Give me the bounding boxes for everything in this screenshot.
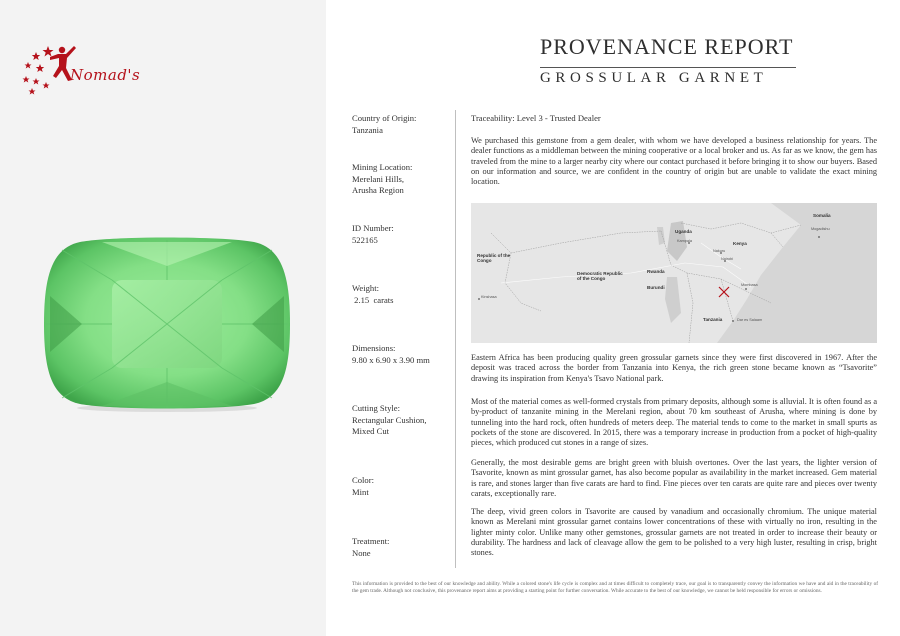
spec-id-number [352, 223, 452, 246]
map-label-somalia: Somalia [813, 213, 831, 218]
spec-dimensions [352, 343, 452, 366]
map-city-mogadishu: Mogadishu [811, 227, 830, 231]
map-label-dr-congo: Democratic Republic of the Congo [577, 271, 623, 281]
spec-value: Merelani Hills, [352, 173, 405, 184]
spec-treatment [352, 536, 452, 559]
map-graphic [471, 203, 877, 343]
report-title: PROVENANCE REPORT [540, 34, 794, 59]
map-city-nairobi: Nairobi [721, 257, 734, 261]
paragraph-history: Eastern Africa has been producing quality green grossular garnets since they were first discovered in 1967. After the deposit was traced across the border from Tanzania into Kenya, the rich green stone became known as “Tsavorite” drawing its inspiration from Kenya's Tsavo National park. [471, 353, 877, 383]
map-label-republic-of-the-congo: Republic of the Congo [477, 253, 511, 263]
map-label-burundi: Burundi [647, 285, 665, 290]
left-panel [0, 0, 326, 636]
map-label-kenya: Kenya [733, 241, 747, 246]
traceability-level: Traceability: Level 3 - Trusted Dealer [471, 113, 601, 123]
spec-value: 9.80 x 6.90 x 3.90 mm [352, 354, 430, 365]
spec-weight [352, 283, 452, 306]
spec-mining-location [352, 162, 452, 197]
map-city-nakuru: Nakuru [713, 249, 726, 253]
spec-cutting-style [352, 403, 452, 438]
spec-value: 522165 [352, 234, 378, 245]
spec-value-line2: Arusha Region [352, 185, 404, 195]
map-city-kampala: Kampala [677, 239, 692, 243]
spec-color [352, 475, 452, 498]
east-africa-map [471, 203, 877, 343]
disclaimer-footer: This information is provided to the best of our knowledge and ability. While a colored stone's life cycle is complex and at times difficult to completely trace, our goal is to transparently convey the information we have and aid in the traceability of the gem trade. Although not conclusive, this provenance report aims at providing a starting point for further conversation. While accurate to the best of our knowledge, we cannot be held responsible for errors or omissions. [352, 581, 878, 594]
column-divider [455, 110, 456, 568]
spec-label: Color: [352, 475, 374, 485]
paragraph-desirability: Generally, the most desirable gems are bright green with bluish overtones. Over the last years, the lighter version of Tsavorite, known as mint grossular garnet, has also become popular as availability in the market increased. Gem material is rare, and stones larger than five carats are hard to find. Fine pieces over ten carats are quite rare and pieces over twenty carats, exceptionally rare. [471, 458, 877, 498]
paragraph-color-cause: The deep, vivid green colors in Tsavorite are caused by vanadium and occasionally chromium. The unique material known as Merelani mint grossular garnet contains lower concentrations of these with virtually no iron, resulting in the lighter minty color. Unlike many other gemstones, grossular garnets are not treated in order to increase their beauty or durability. The hardness and lack of cleavage allow the gem to be polished to a very high luster, resulting in crisp, bright stones. [471, 507, 877, 558]
report-subtitle: GROSSULAR GARNET [540, 70, 768, 86]
spec-label: Dimensions: [352, 343, 396, 353]
spec-value: Mint [352, 486, 369, 497]
map-city-dar-es-salaam: Dar es Salaam [737, 318, 763, 322]
title-divider [540, 67, 796, 68]
spec-label: Treatment: [352, 536, 390, 546]
spec-label: Country of Origin: [352, 113, 417, 123]
paragraph-mining: Most of the material comes as well-formed crystals from primary deposits, although some is alluvial. It is often found as a by-product of tanzanite mining in the Merelani region, about 70 km southeast of Arusha, where mining is done by tunneling into the hard rock, often hundreds of meters deep. The material tends to come to the market in small spurts as pockets of the stone are discovered. In 2015, there was a temporary increase in production from a pocket of high-quality pieces, which produced cut stones in a range of sizes. [471, 397, 877, 448]
map-label-tanzania: Tanzania [703, 317, 723, 322]
paragraph-sourcing: We purchased this gemstone from a gem dealer, with whom we have developed a business relationship for years. The dealer functions as a middleman between the mining cooperative or a local broker and us. As far as we know, the gem has traveled from the mine to a larger nearby city where our contact purchased it before bringing it to show our buyers. Based on our information and source, we are confident in the country of origin but are unable to validate the exact mining location. [471, 136, 877, 187]
spec-label: Weight: [352, 283, 379, 293]
map-city-mombasa: Mombasa [741, 283, 758, 287]
spec-value: Rectangular Cushion, [352, 414, 427, 425]
gemstone-image [42, 236, 292, 412]
spec-value: None [352, 547, 371, 558]
spec-country [352, 113, 452, 136]
spec-label: Cutting Style: [352, 403, 400, 413]
spec-value: 2.15 carats [352, 294, 394, 305]
spec-label: ID Number: [352, 223, 394, 233]
map-city-kinshasa: Kinshasa [481, 295, 497, 299]
map-label-rwanda: Rwanda [647, 269, 665, 274]
map-label-uganda: Uganda [675, 229, 692, 234]
spec-value: Tanzania [352, 124, 383, 135]
spec-value-line2: Mixed Cut [352, 426, 390, 436]
spec-label: Mining Location: [352, 162, 413, 172]
brand-wordmark: Nomad's [70, 66, 141, 84]
